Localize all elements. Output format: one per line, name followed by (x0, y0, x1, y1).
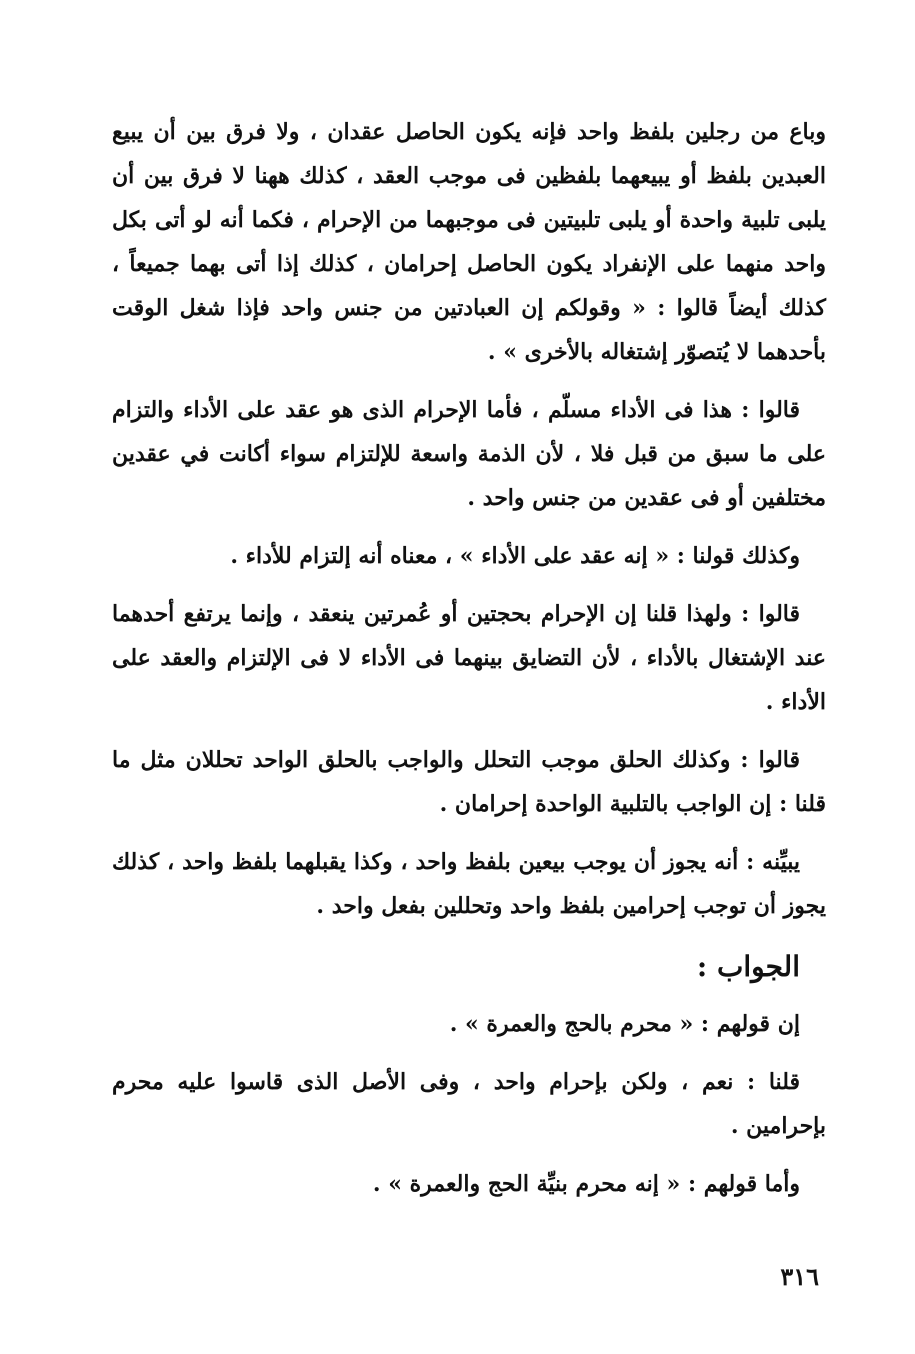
paragraph-1: وباع من رجلين بلفظ واحد فإنه يكون الحاصل عقدان ، ولا فرق بين أن يبيع العبدين بلفظ أو يبيعهما بلفظين فى موجب العقد ، كذلك ههنا لا فرق بين أن يلبى تلبية واحدة أو يلبى تلبيتين فى موجبهما من الإحرام ، فكما أنه لو أتى بكل واحد منهما على الإنفراد يكون الحاصل إحرامان ، كذلك إذا أتى بهما جميعاً ، كذلك أيضاً قالوا : « وقولكم إن العبادتين من جنس واحد فإذا شغل الوقت بأحدهما لا يُتصوّر إشتغاله بالأخرى » . (112, 119, 826, 365)
answer-paragraph-1: إن قولهم : « محرم بالحج والعمرة » . (449, 1011, 800, 1037)
document-body (112, 110, 826, 1220)
section-heading: الجواب : (696, 950, 800, 983)
paragraph-3: وكذلك قولنا : « إنه عقد على الأداء » ، معناه أنه إلتزام للأداء . (230, 543, 800, 569)
answer-paragraph-2: قلنا : نعم ، ولكن بإحرام واحد ، وفى الأصل الذى قاسوا عليه محرم بإحرامين . (112, 1069, 826, 1139)
page-number: ٣١٦ (780, 1262, 819, 1291)
paragraph-6: يبيِّنه : أنه يجوز أن يوجب بيعين بلفظ واحد ، وكذا يقبلهما بلفظ واحد ، كذلك يجوز أن توجب إحرامين بلفظ واحد وتحللين بفعل واحد . (112, 849, 826, 919)
paragraph-5: قالوا : وكذلك الحلق موجب التحلل والواجب بالحلق الواحد تحللان مثل ما قلنا : إن الواجب بالتلبية الواحدة إحرامان . (112, 747, 826, 817)
answer-paragraph-3: وأما قولهم : « إنه محرم بنيِّة الحج والعمرة » . (372, 1171, 800, 1197)
paragraph-2: قالوا : هذا فى الأداء مسلّم ، فأما الإحرام الذى هو عقد على الأداء والتزام على ما سبق من قبل فلا ، لأن الذمة واسعة للإلتزام سواء أكانت في عقدين مختلفين أو فى عقدين من جنس واحد . (112, 397, 826, 511)
paragraph-4: قالوا : ولهذا قلنا إن الإحرام بحجتين أو عُمرتين ينعقد ، وإنما يرتفع أحدهما عند الإشتغال بالأداء ، لأن التضايق بينهما فى الأداء لا فى الإلتزام والعقد على الأداء . (112, 601, 826, 715)
